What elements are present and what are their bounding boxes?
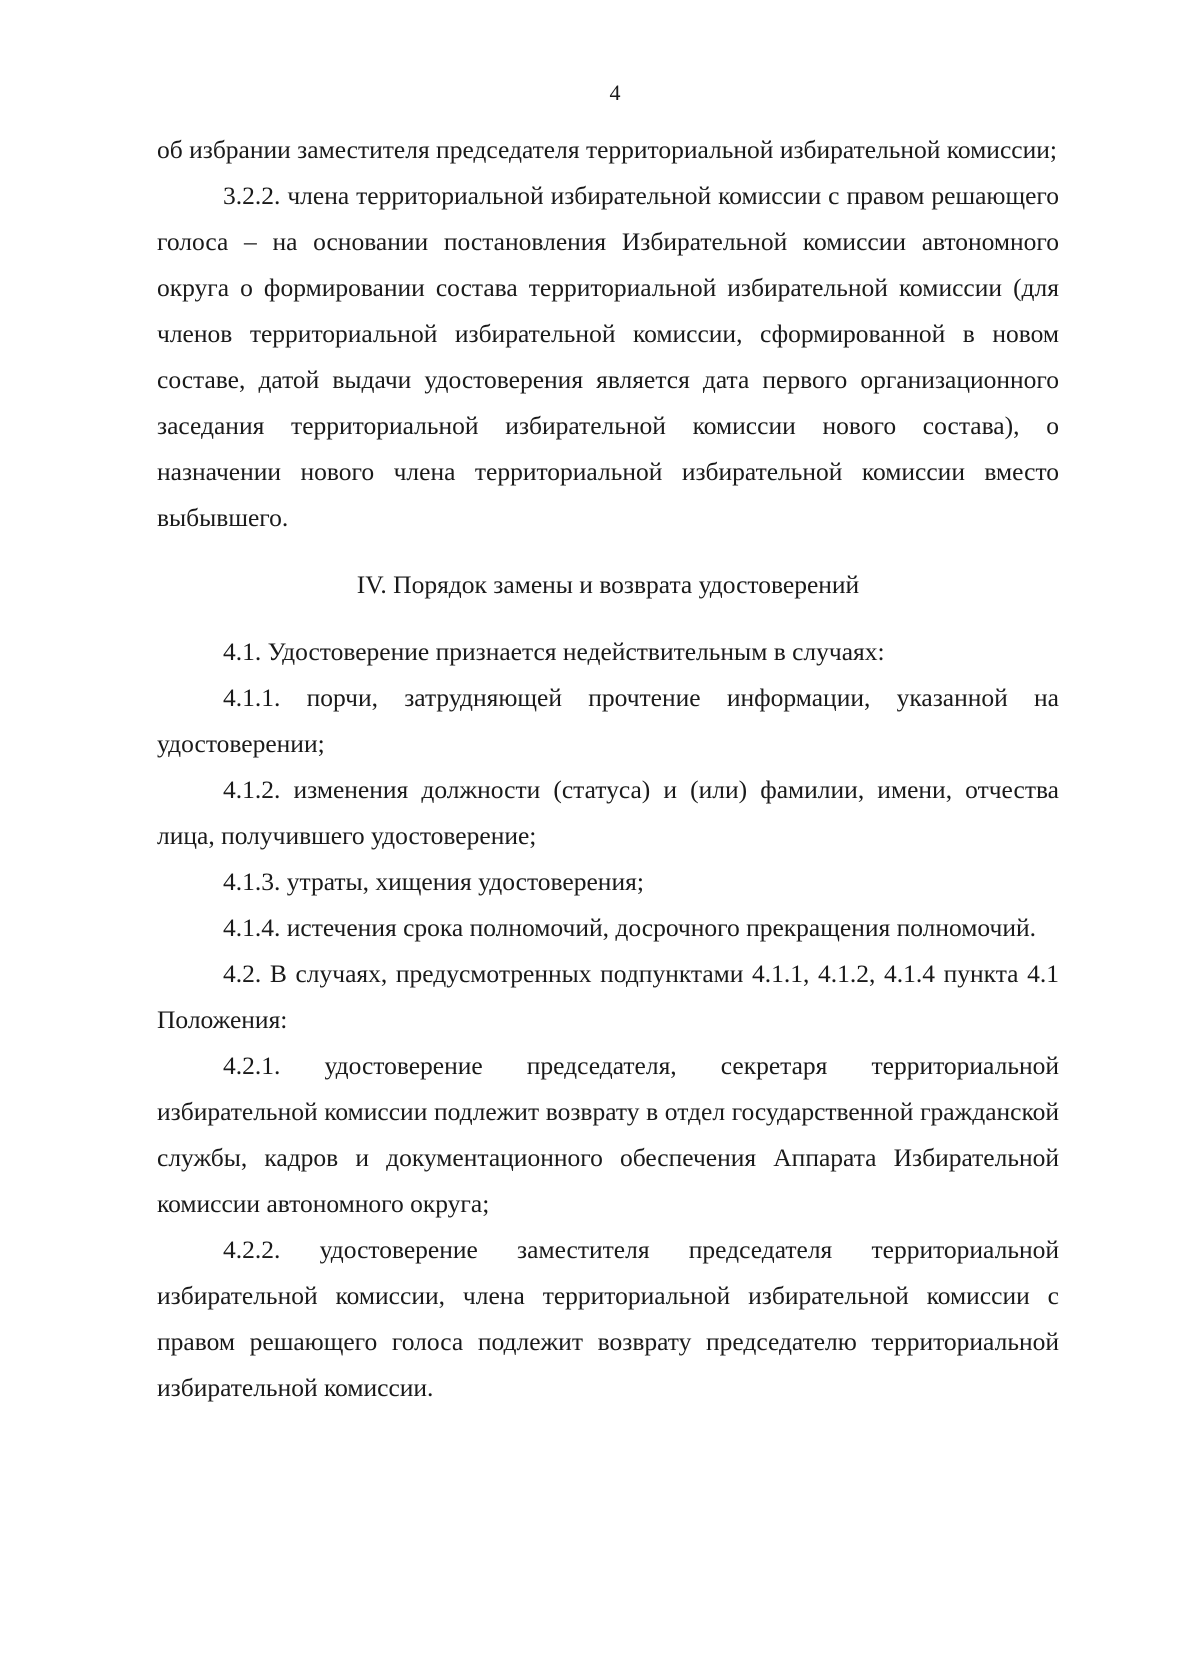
- paragraph-4-1: 4.1. Удостоверение признается недействительным в случаях:: [223, 637, 885, 666]
- paragraph-4-1-3: 4.1.3. утраты, хищения удостоверения;: [223, 867, 644, 896]
- paragraph-4-1-4: 4.1.4. истечения срока полномочий, досрочного прекращения полномочий.: [223, 913, 1037, 942]
- section-heading: IV. Порядок замены и возврата удостоверений: [356, 570, 860, 599]
- paragraph-3-2-2: 3.2.2. члена территориальной избирательной комиссии с правом решающего голоса – на основании постановления Избирательной комиссии автономного округа о формировании состава территориальной избирательной комиссии (для членов территориальной избирательной комиссии, сформированной в новом составе, датой выдачи удостоверения является дата первого организационного заседания территориальной избирательной комиссии нового состава), о назначении нового члена территориальной избирательной комиссии вместо выбывшего.: [157, 181, 1059, 532]
- page-number: 4: [609, 80, 621, 105]
- paragraph-4-2-2: 4.2.2. удостоверение заместителя председателя территориальной избирательной комиссии, члена территориальной избирательной комиссии с правом решающего голоса подлежит возврату председателю территориальной избирательной комиссии.: [157, 1235, 1059, 1402]
- paragraph-4-1-2: 4.1.2. изменения должности (статуса) и (или) фамилии, имени, отчества лица, получившего удостоверение;: [157, 775, 1059, 850]
- document-body: [157, 127, 1059, 1411]
- paragraph-4-2-1: 4.2.1. удостоверение председателя, секретаря территориальной избирательной комиссии подлежит возврату в отдел государственной гражданской службы, кадров и документационного обеспечения Аппарата Избирательной комиссии автономного округа;: [157, 1051, 1059, 1218]
- paragraph-4-2: 4.2. В случаях, предусмотренных подпунктами 4.1.1, 4.1.2, 4.1.4 пункта 4.1 Положения:: [157, 959, 1059, 1034]
- paragraph-4-1-1: 4.1.1. порчи, затрудняющей прочтение информации, указанной на удостоверении;: [157, 683, 1059, 758]
- paragraph-continuation: об избрании заместителя председателя территориальной избирательной комиссии;: [157, 135, 1057, 164]
